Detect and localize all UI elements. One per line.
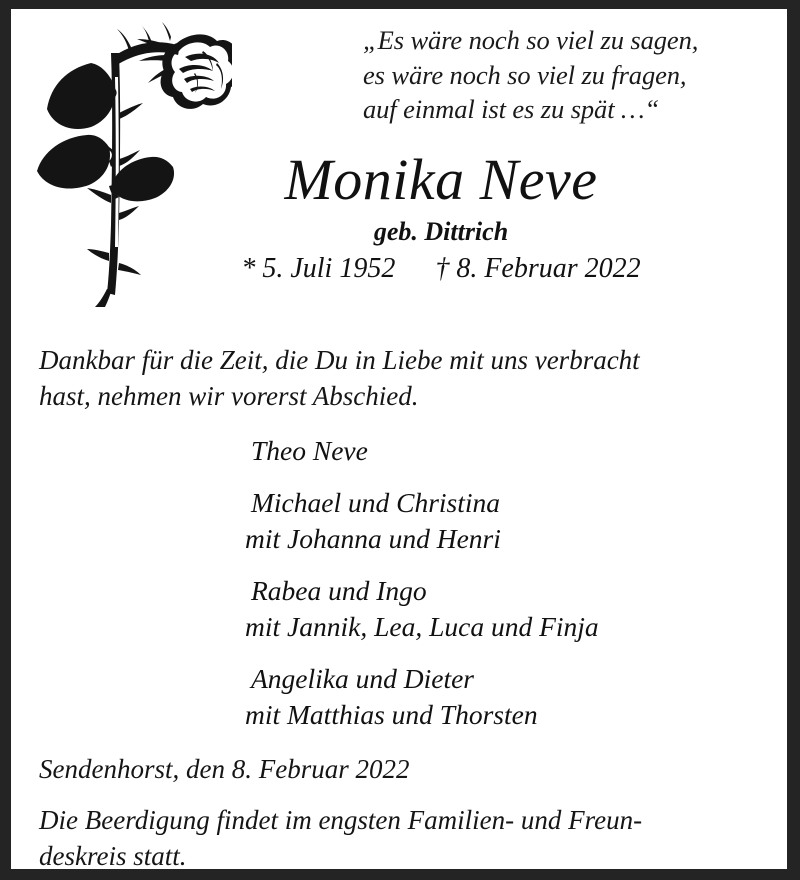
- life-dates: [201, 251, 681, 287]
- mourner-group: [243, 485, 763, 557]
- birth-date: 5. Juli 1952: [262, 253, 396, 284]
- funeral-note: [39, 802, 761, 869]
- mourner-primary: Rabea und Ingo: [251, 575, 427, 606]
- deceased-block: [201, 149, 681, 287]
- mourner-group: [243, 433, 763, 469]
- mourner-primary: Theo Neve: [251, 435, 368, 466]
- deceased-name: Monika Neve: [284, 147, 598, 212]
- quote-line: auf einmal ist es zu spät …“: [363, 94, 660, 124]
- notice-inner-area: [11, 9, 787, 869]
- memorial-quote: [363, 23, 763, 127]
- mourner-secondary: mit Matthias und Thorsten: [245, 699, 538, 730]
- mourner-group: [243, 573, 763, 645]
- birth-symbol: *: [241, 253, 256, 284]
- death-symbol: †: [435, 253, 450, 284]
- intro-text: [39, 342, 759, 414]
- death-date: 8. Februar 2022: [456, 253, 641, 284]
- quote-line: „Es wäre noch so viel zu sagen,: [363, 25, 699, 55]
- mourner-secondary: mit Jannik, Lea, Luca und Finja: [245, 611, 599, 642]
- mourner-primary: Angelika und Dieter: [251, 663, 474, 694]
- mourners-list: [243, 433, 763, 733]
- funeral-note-line: deskreis statt.: [39, 841, 187, 869]
- mourner-secondary: mit Johanna und Henri: [245, 523, 501, 554]
- intro-line: Dankbar für die Zeit, die Du in Liebe mit uns verbracht: [39, 345, 640, 375]
- intro-line: hast, nehmen wir vorerst Abschied.: [39, 381, 419, 411]
- maiden-name: geb. Dittrich: [373, 217, 509, 246]
- place-and-date: Sendenhorst, den 8. Februar 2022: [39, 754, 410, 784]
- mourner-group: [243, 661, 763, 733]
- funeral-note-line: Die Beerdigung findet im engsten Familien- und Freun-: [39, 805, 643, 835]
- quote-line: es wäre noch so viel zu fragen,: [363, 59, 687, 90]
- mourner-primary: Michael und Christina: [251, 487, 501, 518]
